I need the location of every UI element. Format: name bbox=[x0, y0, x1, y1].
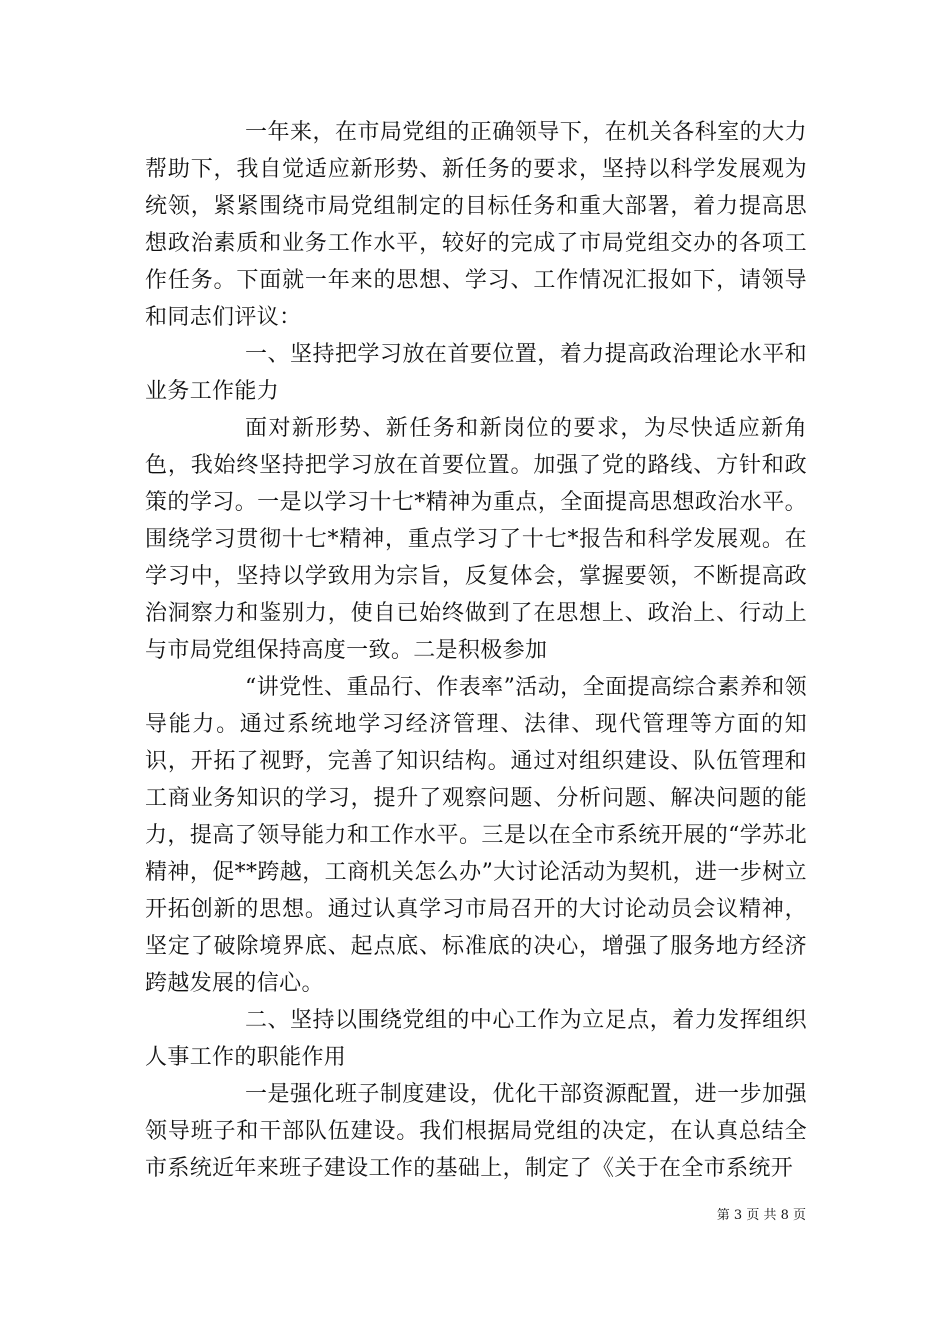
body-paragraph-intro: 一年来，在市局党组的正确领导下，在机关各科室的大力帮助下，我自觉适应新形势、新任务的要求，坚持以科学发展观为统领，紧紧围绕市局党组制定的目标任务和重大部署，着力提高思想政治素质和业务工作水平，较好的完成了市局党组交办的各项工作任务。下面就一年来的思想、学习、工作情况汇报如下，请领导和同志们评议： bbox=[145, 120, 807, 330]
page-number-footer: 第 3 页 共 8 页 bbox=[716, 1208, 806, 1223]
body-paragraph-activities: “讲党性、重品行、作表率”活动，全面提高综合素养和领导能力。通过系统地学习经济管理、法律、现代管理等方面的知识，开拓了视野，完善了知识结构。通过对组织建设、队伍管理和工商业务知识的学习，提升了观察问题、分析问题、解决问题的能力，提高了领导能力和工作水平。三是以在全市系统开展的“学苏北精神，促**跨越，工商机关怎么办”大讨论活动为契机，进一步树立开拓创新的思想。通过认真学习市局召开的大讨论动员会议精神，坚定了破除境界底、起点底、标准底的决心，增强了服务地方经济跨越发展的信心。 bbox=[145, 675, 807, 996]
section-heading-1: 一、坚持把学习放在首要位置，着力提高政治理论水平和业务工作能力 bbox=[145, 342, 807, 404]
body-paragraph-team-building: 一是强化班子制度建设，优化干部资源配置，进一步加强领导班子和干部队伍建设。我们根据局党组的决定，在认真总结全市系统近年来班子建设工作的基础上，制定了《关于在全市系统开 bbox=[145, 1082, 807, 1181]
section-heading-2: 二、坚持以围绕党组的中心工作为立足点，着力发挥组织人事工作的职能作用 bbox=[145, 1008, 807, 1070]
body-paragraph-study: 面对新形势、新任务和新岗位的要求，为尽快适应新角色，我始终坚持把学习放在首要位置。加强了党的路线、方针和政策的学习。一是以学习十七*精神为重点，全面提高思想政治水平。围绕学习贯彻十七*精神，重点学习了十七*报告和科学发展观。在学习中，坚持以学致用为宗旨，反复体会，掌握要领，不断提高政治洞察力和鉴别力，使自已始终做到了在思想上、政治上、行动上与市局党组保持高度一致。二是积极参加 bbox=[145, 416, 807, 663]
document-body bbox=[145, 114, 807, 1187]
